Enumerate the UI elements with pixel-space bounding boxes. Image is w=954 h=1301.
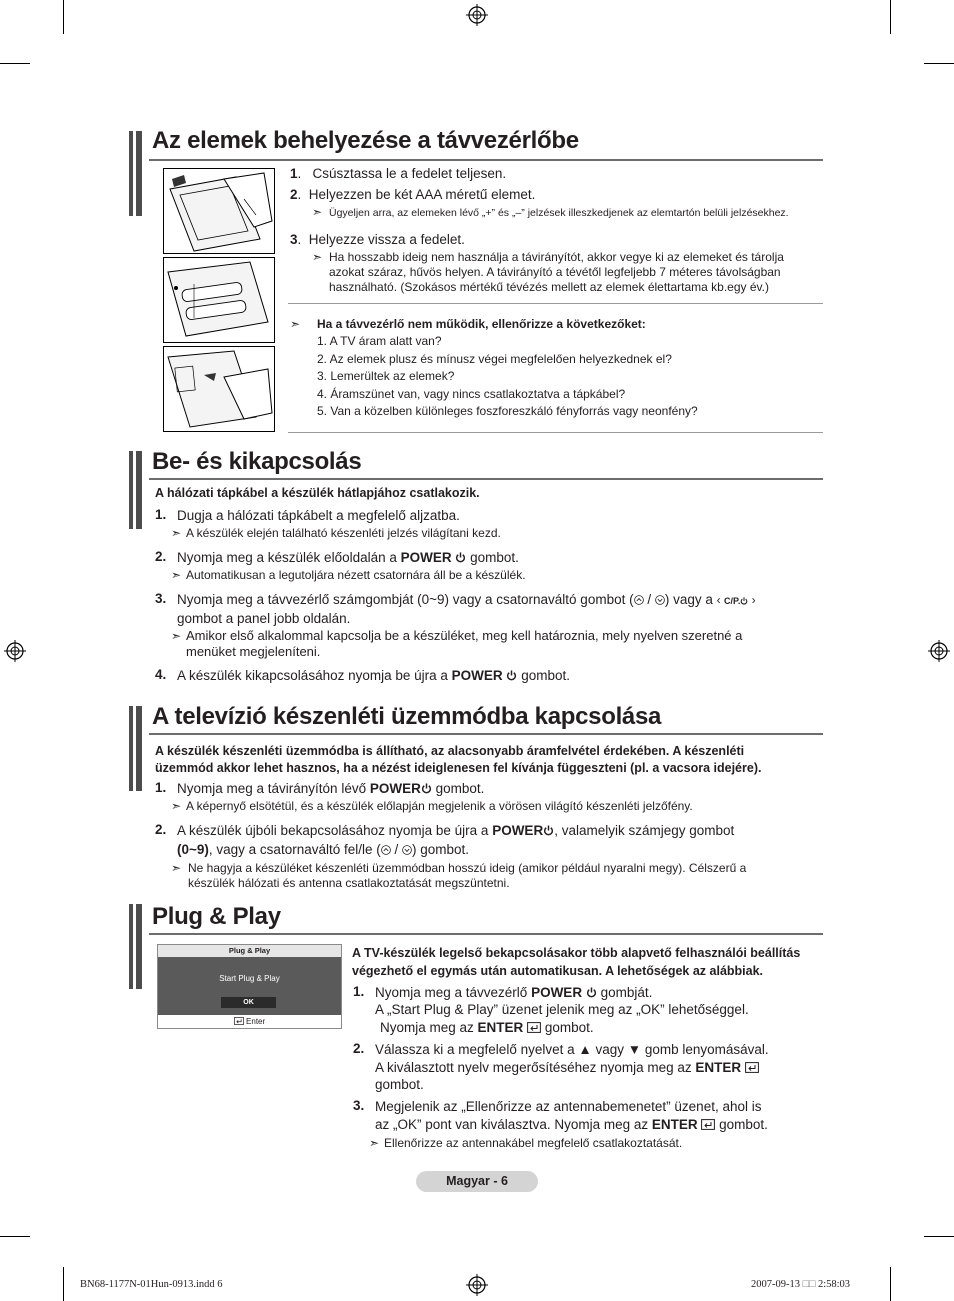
slug-boxes: □□ [802,1279,816,1290]
enter-icon [701,1119,715,1130]
note-text: A képernyő elsötétül, és a készülék előlapján megjelenik a vörösen világító készenléti jelzőfény. [186,799,693,813]
note-text: azokat száraz, hűvös helyen. A távirányító a tévétől legfeljebb 7 méteres távolságban [329,265,781,279]
step-number: 1. [353,984,365,999]
step-number: 3. [353,1098,365,1113]
remote-battery-insert-image [163,257,275,343]
trouble-heading: Ha a távvezérlő nem működik, ellenőrizze a következőket: [317,317,646,331]
power-icon [543,825,554,836]
section-rule [149,159,823,161]
section-title-batteries: Az elemek behelyezése a távvezérlőbe [152,127,579,154]
power-icon [421,783,432,794]
note-text: A készülék elején található készenléti jelzés világítani kezd. [186,526,501,540]
channel-up-icon [381,845,391,855]
remote-cover-slide-image [163,168,275,254]
power-key-label: POWER [400,550,452,565]
crop-mark [890,0,891,34]
step-number: 1. [155,780,167,795]
section-title-standby: A televízió készenléti üzemmódba kapcsolása [152,703,662,730]
section-rule [149,733,823,735]
step-text: Helyezzen be két AAA méretű elemet. [308,187,536,202]
step-text: Megjelenik az „Ellenőrizze az antennabemenetet” üzenet, ahol is [375,1099,762,1114]
divider [288,303,823,304]
note-arrow-icon: ➣ [369,1136,380,1150]
channel-down-icon [402,845,412,855]
step-number: 2. [155,822,167,837]
note-arrow-icon: ➣ [312,250,323,264]
enter-key-label: ENTER [695,1060,742,1075]
note-text: készülék hálózati és antenna csatlakoztatását megszüntetni. [188,876,510,890]
power-key-label: POWER [451,668,503,683]
note-arrow-icon: ➣ [312,205,323,219]
step-number: 1 [290,166,298,181]
note-text: Ne hagyja a készüléket készenléti üzemmódban hosszú ideig (amikor például nyaralni megy). Célszerű a [188,861,747,875]
cp-key-label: C/P. [723,596,741,606]
intro-text: végezhető el egymás után automatikusan. A lehetőségek az alábbiak. [352,964,764,978]
registration-mark-icon [466,1274,488,1296]
power-icon [586,987,597,998]
step-text: Helyezze vissza a fedelet. [308,232,465,247]
trouble-item: 1. A TV áram alatt van? [317,334,442,348]
note-text: Automatikusan a legutoljára nézett csatornára áll be a készülék. [186,568,526,582]
remote-cover-close-image [163,346,275,432]
crop-mark [924,63,954,64]
step-number: 4. [155,667,167,682]
slug-date: 2007-09-13 [751,1279,803,1290]
power-icon [455,552,466,563]
channel-up-icon [634,595,644,605]
divider [288,432,823,433]
note-arrow-icon: ➣ [171,861,182,875]
page-number-badge: Magyar - 6 [416,1171,538,1192]
osd-message: Start Plug & Play [219,974,280,983]
trouble-item: 3. Lemerültek az elemek? [317,369,455,383]
channel-down-icon [655,595,665,605]
enter-key-label: ENTER [477,1020,524,1035]
intro-text: üzemmód akkor lehet hasznos, ha a nézést ideiglenesen fel kívánja függeszteni (pl. a vacsora idejére). [155,761,762,775]
note-arrow-icon: ➣ [171,799,182,813]
osd-header: Plug & Play [158,945,341,957]
registration-mark-icon [4,640,26,662]
note-arrow-icon: ➣ [290,317,301,331]
intro-text: A hálózati tápkábel a készülék hátlapjához csatlakozik. [155,486,480,500]
digit-key-label: (0~9) [177,842,209,857]
osd-ok-button: OK [221,997,276,1008]
enter-icon [527,1022,541,1033]
section-marker [129,706,142,791]
file-slug: BN68-1177N-01Hun-0913.indd 6 [80,1279,223,1290]
osd-footer-label: Enter [246,1017,266,1026]
step-text: A „Start Plug & Play” üzenet jelenik meg az „OK” lehetőséggel. [375,1002,749,1017]
section-title-power: Be- és kikapcsolás [152,448,362,475]
step-number: 2. [353,1041,365,1056]
power-key-label: POWER [369,781,421,796]
plug-play-osd-screen [157,944,342,1029]
note-arrow-icon: ➣ [171,526,182,540]
crop-mark [0,63,30,64]
crop-mark [63,1267,64,1301]
enter-icon [745,1062,759,1073]
step-number: 3 [290,232,298,247]
step-text: Csúsztassa le a fedelet teljesen. [312,166,507,181]
section-marker [129,904,142,989]
note-text: Ha hosszabb ideig nem használja a távirányítót, akkor vegye ki az elemeket és tárolja [329,250,784,264]
section-marker [129,451,142,529]
note-arrow-icon: ➣ [171,568,182,582]
registration-mark-icon [466,4,488,26]
section-rule [149,478,823,480]
note-text: Ügyeljen arra, az elemeken lévő „+” és „–” jelzések illeszkedjenek az elemtartón belüli jelzésekhez. [329,207,789,219]
section-marker [129,131,142,216]
section-title-plug-play: Plug & Play [152,903,281,930]
note-arrow-icon: ➣ [171,629,182,643]
step-text: gombot. [375,1077,424,1092]
intro-text: A készülék készenléti üzemmódba is állítható, az alacsonyabb áramfelvétel érdekében. A készenléti [155,744,745,758]
note-text: Amikor első alkalommal kapcsolja be a készüléket, meg kell határoznia, mely nyelven szeretné a [186,628,743,643]
step-number: 2 [290,187,298,202]
trouble-item: 5. Van a közelben különleges foszforeszkáló fényforrás vagy neonfény? [317,404,698,418]
crop-mark [924,1236,954,1237]
crop-mark [890,1267,891,1301]
trouble-item: 2. Az elemek plusz és mínusz végei megfelelően helyezkednek el? [317,352,672,366]
enter-key-label: ENTER [651,1117,698,1132]
power-icon [506,670,517,681]
power-key-label: POWER [531,985,583,1000]
crop-mark [0,1236,30,1237]
note-text: Ellenőrizze az antennakábel megfelelő csatlakoztatását. [384,1136,683,1150]
trouble-item: 4. Áramszünet van, vagy nincs csatlakoztatva a tápkábel? [317,387,626,401]
enter-icon [234,1017,244,1025]
power-key-label: POWER [492,823,544,838]
step-number: 2. [155,549,167,564]
step-text: Dugja a hálózati tápkábelt a megfelelő aljzatba. [177,508,460,523]
intro-text: A TV-készülék legelső bekapcsolásakor több alapvető felhasználói beállítás [352,946,801,960]
step-text: gombot a panel jobb oldalán. [177,611,351,626]
note-text: használható. (Szokásos mértékű tévézés mellett az elemek élettartama kb.egy év.) [329,280,769,294]
slug-time: 2:58:03 [815,1279,851,1290]
step-number: 3. [155,591,167,606]
crop-mark [63,0,64,34]
note-text: menüket megjeleníteni. [186,644,321,659]
section-rule [149,933,823,935]
step-text: Válassza ki a megfelelő nyelvet a ▲ vagy ▼ gomb lenyomásával. [375,1042,769,1057]
registration-mark-icon [928,640,950,662]
step-number: 1. [155,507,167,522]
